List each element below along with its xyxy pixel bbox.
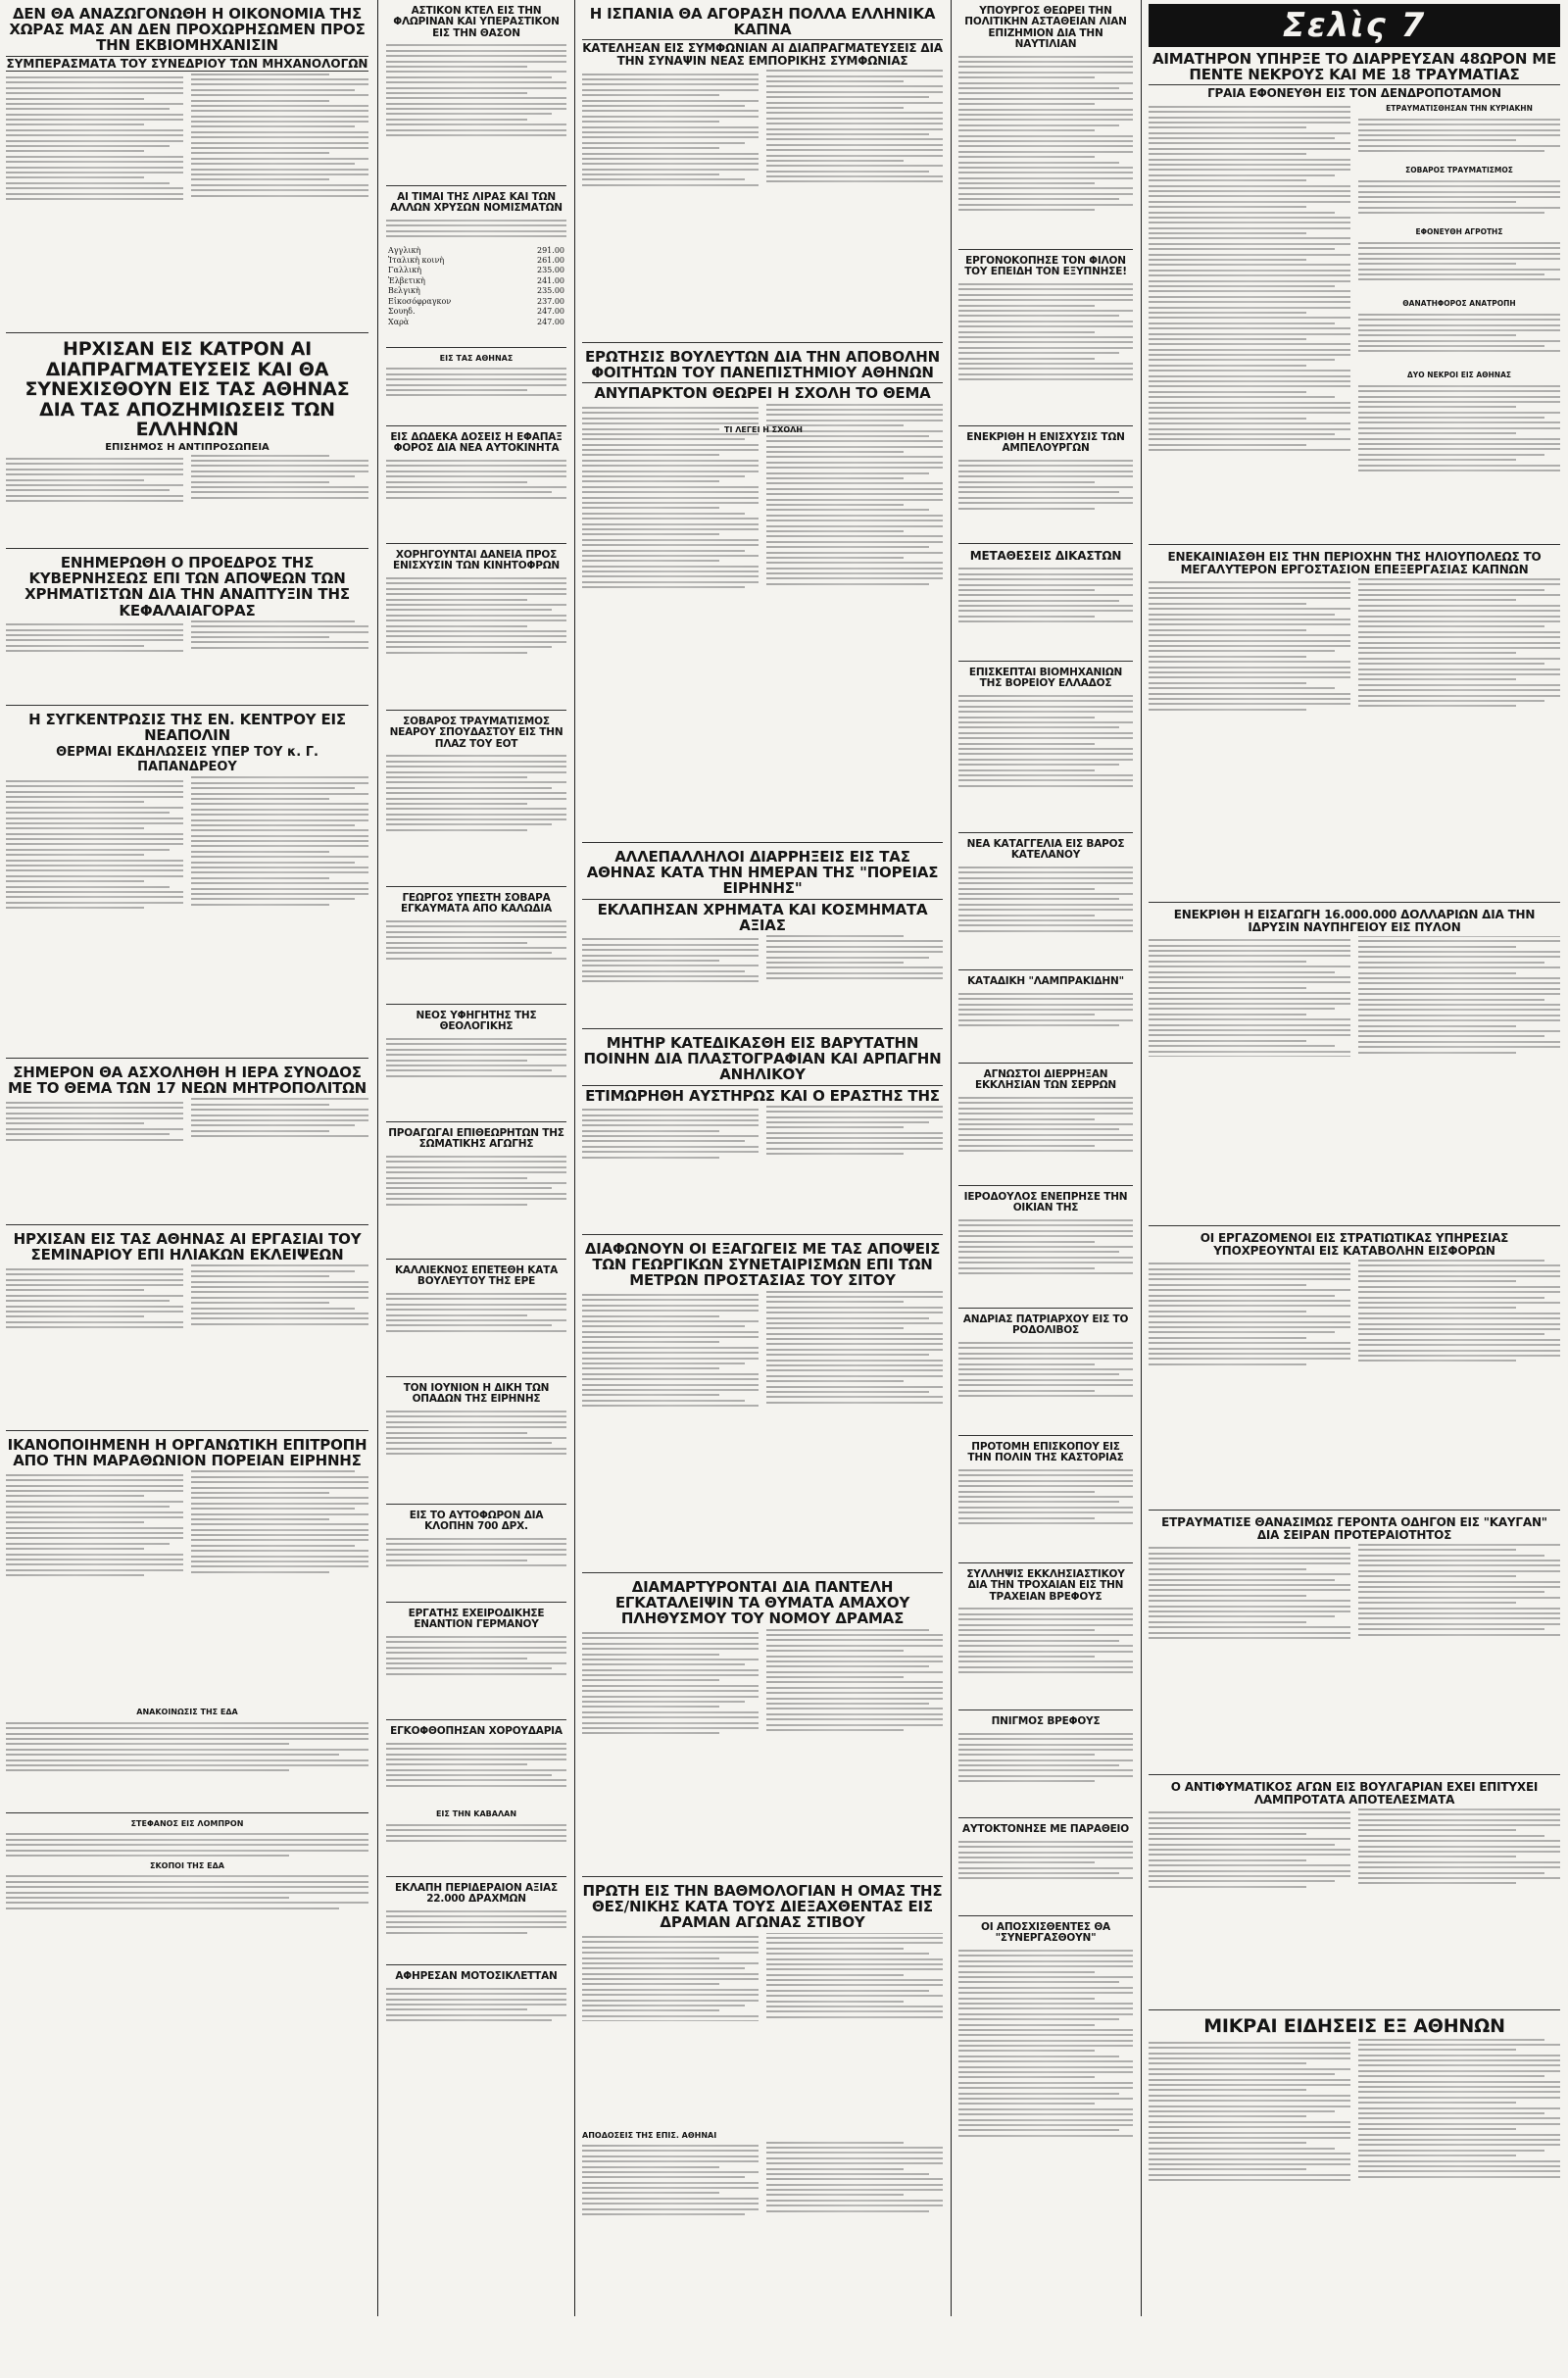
column-3	[576, 4, 949, 2343]
rate-value: 291.00	[537, 245, 564, 255]
text-lines	[958, 1097, 1133, 1152]
headline: ΝΕΟΣ ΥΦΗΓΗΤΗΣ ΤΗΣ ΘΕΟΛΟΓΙΚΗΣ	[416, 1010, 537, 1033]
text-lines	[958, 867, 1133, 932]
article	[958, 1569, 1133, 1710]
text-lines	[1358, 180, 1560, 214]
text-lines	[386, 577, 566, 653]
headline: ΑΙ ΤΙΜΑΙ ΤΗΣ ΛΙΡΑΣ ΚΑΙ ΤΩΝ ΑΛΛΩΝ ΧΡΥΣΩΝ ΝΟΜΙΣΜΑΤΩΝ	[390, 191, 563, 215]
rate-name: Αγγλικὴ	[388, 245, 421, 255]
article	[386, 6, 566, 186]
headline: ΑΛΛΕΠΑΛΛΗΛΟΙ ΔΙΑΡΡΗΞΕΙΣ ΕΙΣ ΤΑΣ ΑΘΗΝΑΣ ΚΑΤΑ ΤΗΝ ΗΜΕΡΑΝ ΤΗΣ "ΠΟΡΕΙΑΣ ΕΙΡΗΝΗΣ"	[586, 848, 939, 898]
text-lines	[958, 1950, 1133, 2137]
text-lines	[386, 1824, 566, 1842]
text-lines	[1149, 106, 1350, 451]
article-body	[386, 365, 566, 412]
rate-value: 247.00	[537, 317, 564, 326]
headline: ΣΥΛΛΗΨΙΣ ΕΚΚΛΗΣΙΑΣΤΙΚΟΥ ΔΙΑ ΤΗΝ ΤΡΟΧΑΙΑΝ ΕΙΣ ΤΗΝ ΤΡΑΧΕΙΑΝ ΒΡΕΦΟΥΣ	[966, 1568, 1125, 1603]
article-body	[582, 1933, 943, 2129]
article-body	[958, 565, 1133, 638]
headline: ΕΡΓΟΝΟΚΟΠΗΣΕ ΤΟΝ ΦΙΛΟΝ ΤΟΥ ΕΠΕΙΔΗ ΤΟΝ ΕΞΥΠΝΗΣΕ!	[964, 255, 1127, 278]
article	[386, 1128, 566, 1260]
article-body	[1149, 102, 1350, 514]
article-body	[6, 1718, 368, 1787]
headline: ΗΡΧΙΣΑΝ ΕΙΣ ΚΑΤΡΟΝ ΑΙ ΔΙΑΠΡΑΓΜΑΤΕΥΣΕΙΣ ΚΑΙ ΘΑ ΣΥΝΕΧΙΣΘΟΥΝ ΕΙΣ ΤΑΣ ΑΘΗΝΑΣ ΔΙΑ ΤΑΣ ΑΠΟΖΗΜΙΩΣΕΙΣ ΤΩΝ ΕΛΛΗΝΩΝ	[24, 338, 350, 441]
headline: ΕΓΚΟΦΘΟΠΗΣΑΝ ΧΟΡΟΥΔΑΡΙΑ	[390, 1725, 563, 1737]
article	[6, 1231, 368, 1431]
article	[958, 668, 1133, 833]
text-lines	[6, 776, 368, 910]
article	[386, 192, 566, 348]
article-body	[386, 1035, 566, 1099]
text-lines	[958, 1219, 1133, 1274]
article	[386, 432, 566, 544]
article	[386, 1609, 566, 1720]
text-lines	[6, 1722, 368, 1772]
headline: Η ΣΥΓΚΕΝΤΡΩΣΙΣ ΤΗΣ ΕΝ. ΚΕΝΤΡΟΥ ΕΙΣ ΝΕΑΠΟΛΙΝ	[28, 711, 346, 745]
article	[958, 1716, 1133, 1818]
article	[582, 1883, 943, 2337]
article	[386, 1383, 566, 1505]
text-lines	[958, 1608, 1133, 1673]
article-body	[958, 1837, 1133, 1896]
subheadline: ΣΟΒΑΡΟΣ ΤΡΑΥΜΑΤΙΣΜΟΣ	[1405, 166, 1513, 175]
column-rule	[377, 0, 378, 2316]
text-lines	[386, 1156, 566, 1206]
headline: ΧΟΡΗΓΟΥΝΤΑΙ ΔΑΝΕΙΑ ΠΡΟΣ ΕΝΙΣΧΥΣΙΝ ΤΩΝ ΚΙΝΗΤΟΦΡΩΝ	[392, 549, 561, 572]
article	[958, 550, 1133, 662]
article	[386, 1511, 566, 1603]
rate-name: Εἰκοσόφραγκον	[388, 296, 452, 306]
rate-value: 235.00	[537, 286, 564, 296]
headline: ΚΑΤΑΔΙΚΗ "ΛΑΜΠΡΑΚΙΔΗΝ"	[967, 975, 1124, 987]
article	[582, 1241, 943, 1573]
article-body	[6, 1830, 368, 1859]
article-body	[582, 2142, 943, 2308]
text-lines	[6, 1264, 368, 1329]
article-body	[958, 989, 1133, 1038]
text-lines	[386, 220, 566, 237]
article-body	[6, 455, 368, 553]
rate-name: Γαλλικὴ	[388, 266, 422, 275]
text-lines	[1149, 1544, 1560, 1641]
subheadline: ΤΙ ΛΕΓΕΙ Η ΣΧΟΛΗ	[724, 424, 803, 434]
subheadline: ΕΙΣ ΤΗΝ ΚΑΒΑΛΑΝ	[435, 1809, 517, 1819]
subheadline: ΣΚΟΠΟΙ ΤΗΣ ΕΔΑ	[150, 1861, 224, 1870]
article-body	[386, 1535, 566, 1584]
article-body	[582, 1106, 943, 1214]
article-body	[386, 1408, 566, 1481]
headline: ΑΦΗΡΕΣΑΝ ΜΟΤΟΣΙΚΛΕΤΤΑΝ	[395, 1970, 558, 1982]
text-lines	[386, 1538, 566, 1566]
article	[1149, 1781, 1560, 2010]
text-lines	[958, 1342, 1133, 1397]
rate-name: Βελγικὴ	[388, 286, 420, 296]
text-lines	[6, 1470, 368, 1578]
headline: ΕΙΣ ΤΟ ΑΥΤΟΦΩΡΟΝ ΔΙΑ ΚΛΟΠΗΝ 700 ΔΡΧ.	[409, 1510, 544, 1533]
article	[958, 6, 1133, 250]
article-body	[1149, 578, 1560, 872]
article-body	[958, 1094, 1133, 1167]
column-rule	[1141, 0, 1142, 2316]
rate-name: Ἑλβετικὴ	[388, 275, 425, 285]
text-lines	[582, 70, 943, 187]
article-body	[582, 935, 943, 1033]
article-body	[958, 1947, 1133, 2192]
article	[582, 849, 943, 1029]
article-body	[386, 1739, 566, 1808]
headline: ΠΡΟΤΟΜΗ ΕΠΙΣΚΟΠΟΥ ΕΙΣ ΤΗΝ ΠΟΛΙΝ ΤΗΣ ΚΑΣΤΟΡΙΑΣ	[967, 1441, 1124, 1464]
text-lines	[958, 1733, 1133, 1783]
article-body	[958, 864, 1133, 952]
headline: ΙΚΑΝΟΠΟΙΗΜΕΝΗ Η ΟΡΓΑΝΩΤΙΚΗ ΕΠΙΤΡΟΠΗ ΑΠΟ ΤΗΝ ΜΑΡΑΘΩΝΙΟΝ ΠΟΡΕΙΑΝ ΕΙΡΗΝΗΣ	[7, 1436, 368, 1470]
text-lines	[958, 993, 1133, 1026]
article	[958, 432, 1133, 544]
gold-prices-table	[386, 246, 566, 327]
subheadline: ΘΑΝΑΤΗΦΟΡΟΣ ΑΝΑΤΡΟΠΗ	[1402, 299, 1516, 309]
article	[1149, 51, 1560, 545]
article-body	[1358, 310, 1560, 369]
article	[582, 349, 943, 843]
article-body	[386, 1984, 566, 2038]
article	[386, 893, 566, 1005]
subheadline: ΕΠΙΣΗΜΟΣ Η ΑΝΤΙΠΡΟΣΩΠΕΙΑ	[105, 441, 270, 453]
article	[6, 339, 368, 549]
article-columns	[1149, 102, 1560, 514]
subheadline: ΑΠΟΔΟΣΕΙΣ ΤΗΣ ΕΠΙΣ. ΑΘΗΝΑΙ	[582, 2130, 717, 2140]
headline: ΣΗΜΕΡΟΝ ΘΑ ΑΣΧΟΛΗΘΗ Η ΙΕΡΑ ΣΥΝΟΔΟΣ ΜΕ ΤΟ ΘΕΜΑ ΤΩΝ 17 ΝΕΩΝ ΜΗΤΡΟΠΟΛΙΤΩΝ	[7, 1064, 368, 1098]
column-4	[953, 4, 1139, 2215]
article-body	[1149, 1544, 1560, 1755]
article-body	[1149, 1260, 1560, 1490]
text-lines	[386, 1910, 566, 1934]
article	[6, 1065, 368, 1225]
rate-value: 237.00	[537, 296, 564, 306]
headline: ΟΙ ΕΡΓΑΖΟΜΕΝΟΙ ΕΙΣ ΣΤΡΑΤΙΩΤΙΚΑΣ ΥΠΗΡΕΣΙΑΣ ΥΠΟΧΡΕΟΥΝΤΑΙ ΕΙΣ ΚΑΤΑΒΟΛΗΝ ΕΙΣΦΟΡΩΝ	[1200, 1231, 1509, 1258]
article-body	[1358, 381, 1560, 499]
article	[386, 717, 566, 887]
text-lines	[6, 1098, 368, 1142]
subheadline: ΓΡΑΙΑ ΕΦΟΝΕΥΘΗ ΕΙΣ ΤΟΝ ΔΕΝΔΡΟΠΟΤΑΜΟΝ	[1149, 84, 1560, 100]
text-lines	[1358, 119, 1560, 152]
subheadline: ΘΕΡΜΑΙ ΕΚΔΗΛΩΣΕΙΣ ΥΠΕΡ ΤΟΥ κ. Γ. ΠΑΠΑΝΔΡΕΟΥ	[56, 745, 318, 775]
headline: ΠΡΩΤΗ ΕΙΣ ΤΗΝ ΒΑΘΜΟΛΟΓΙΑΝ Η ΟΜΑΣ ΤΗΣ ΘΕΣ/ΝΙΚΗΣ ΚΑΤΑ ΤΟΥΣ ΔΙΕΞΑΧΘΕΝΤΑΣ ΕΙΣ ΔΡΑΜΑΝ ΑΓΩΝΑΣ ΣΤΙΒΟΥ	[582, 1882, 943, 1932]
text-lines	[6, 1833, 368, 1857]
text-lines	[386, 1411, 566, 1455]
text-lines	[1358, 314, 1560, 353]
article	[1149, 909, 1560, 1226]
article-body	[582, 404, 943, 816]
article	[6, 555, 368, 706]
headline: ΟΙ ΑΠΟΣΧΙΣΘΕΝΤΕΣ ΘΑ "ΣΥΝΕΡΓΑΣΘΟΥΝ"	[981, 1921, 1110, 1945]
article-body	[6, 776, 368, 1061]
article	[958, 1824, 1133, 1916]
headline: ΠΝΙΓΜΟΣ ΒΡΕΦΟΥΣ	[991, 1715, 1101, 1727]
column-rule	[574, 0, 575, 2316]
article	[958, 839, 1133, 970]
text-lines	[386, 1988, 566, 2021]
text-lines	[958, 283, 1133, 380]
article-body	[582, 1629, 943, 1864]
text-lines	[1149, 2039, 1560, 2183]
text-lines	[386, 368, 566, 396]
article	[958, 1314, 1133, 1436]
article	[6, 1437, 368, 1813]
article	[386, 1971, 566, 2053]
text-lines	[1358, 385, 1560, 471]
article-body	[958, 1605, 1133, 1693]
subheadline: ΕΤΙΜΩΡΗΘΗ ΑΥΣΤΗΡΩΣ ΚΑΙ Ο ΕΡΑΣΤΗΣ ΤΗΣ	[582, 1085, 943, 1104]
article	[1149, 1516, 1560, 1775]
headline: ΑΙΜΑΤΗΡΟΝ ΥΠΗΡΞΕ ΤΟ ΔΙΑΡΡΕΥΣΑΝ 48ΩΡΟΝ ΜΕ ΠΕΝΤΕ ΝΕΚΡΟΥΣ ΚΑΙ ΜΕ 18 ΤΡΑΥΜΑΤΙΑΣ	[1152, 50, 1556, 84]
headline: ΑΣΤΙΚΟΝ ΚΤΕΛ ΕΙΣ ΤΗΝ ΦΛΩΡΙΝΑΝ ΚΑΙ ΥΠΕΡΑΣΤΙΚΟΝ ΕΙΣ ΤΗΝ ΘΑΣΟΝ	[393, 5, 560, 39]
text-lines	[386, 44, 566, 136]
text-lines	[582, 1933, 943, 2022]
article-body	[958, 692, 1133, 810]
headline: ΜΕΤΑΘΕΣΕΙΣ ΔΙΚΑΣΤΩΝ	[969, 549, 1122, 563]
headline: ΝΕΑ ΚΑΤΑΓΓΕΛΙΑ ΕΙΣ ΒΑΡΟΣ ΚΑΤΕΛΑΝΟΥ	[966, 838, 1125, 862]
article-body	[386, 574, 566, 687]
article	[386, 1265, 566, 1377]
text-lines	[6, 1875, 368, 1908]
rate-row	[386, 307, 566, 317]
subheadline: ΣΤΕΦΑΝΟΣ ΕΙΣ ΛΟΜΠΡΟΝ	[130, 1819, 244, 1828]
text-lines	[1149, 1260, 1560, 1367]
subheadline: ΑΝΑΚΟΙΝΩΣΙΣ ΤΗΣ ΕΔΑ	[136, 1708, 238, 1717]
page-masthead: Σελὶς 7	[1149, 4, 1560, 47]
headline: ΣΟΒΑΡΟΣ ΤΡΑΥΜΑΤΙΣΜΟΣ ΝΕΑΡΟΥ ΣΠΟΥΔΑΣΤΟΥ ΕΙΣ ΤΗΝ ΠΛΑΖ ΤΟΥ ΕΟΤ	[389, 716, 564, 750]
headline: ΜΙΚΡΑΙ ΕΙΔΗΣΕΙΣ ΕΞ ΑΘΗΝΩΝ	[1203, 2015, 1505, 2037]
rate-name: Ἰταλικὴ κοινὴ	[388, 256, 445, 266]
text-lines	[582, 935, 943, 984]
text-lines	[958, 1841, 1133, 1880]
text-lines	[582, 1291, 943, 1409]
headline: ΠΡΟΑΓΩΓΑΙ ΕΠΙΘΕΩΡΗΤΩΝ ΤΗΣ ΣΩΜΑΤΙΚΗΣ ΑΓΩΓΗΣ	[388, 1127, 564, 1151]
text-lines	[1149, 578, 1560, 712]
headline: ΕΡΓΑΤΗΣ ΕΧΕΙΡΟΔΙΚΗΣΕ ΕΝΑΝΤΙΟΝ ΓΕΡΜΑΝΟΥ	[408, 1608, 545, 1631]
headline: ΕΝΕΚΡΙΘΗ Η ΕΙΣΑΓΩΓΗ 16.000.000 ΔΟΛΛΑΡΙΩΝ ΔΙΑ ΤΗΝ ΙΔΡΥΣΙΝ ΝΑΥΠΗΓΕΙΟΥ ΕΙΣ ΠΥΛΟΝ	[1173, 908, 1536, 934]
column-rule	[951, 0, 952, 2316]
headline: ΔΙΑΦΩΝΟΥΝ ΟΙ ΕΞΑΓΩΓΕΙΣ ΜΕ ΤΑΣ ΑΠΟΨΕΙΣ ΤΩΝ ΓΕΩΡΓΙΚΩΝ ΣΥΝΕΤΑΙΡΙΣΜΩΝ ΕΠΙ ΤΩΝ ΜΕΤΡΩΝ ΠΡΟΣΤΑΣΙΑΣ ΤΟΥ ΣΙΤΟΥ	[584, 1240, 941, 1290]
headline: ΕΙΣ ΔΩΔΕΚΑ ΔΟΣΕΙΣ Η ΕΦΑΠΑΞ ΦΟΡΟΣ ΔΙΑ ΝΕΑ ΑΥΤΟΚΙΝΗΤΑ	[390, 431, 563, 455]
text-lines	[958, 56, 1133, 211]
headline: ΥΠΟΥΡΓΟΣ ΘΕΩΡΕΙ ΤΗΝ ΠΟΛΙΤΙΚΗΝ ΑΣΤΑΘΕΙΑΝ ΛΙΑΝ ΕΠΙΖΗΜΙΟΝ ΔΙΑ ΤΗΝ ΝΑΥΤΙΛΙΑΝ	[964, 5, 1127, 50]
article	[958, 1192, 1133, 1309]
text-lines	[6, 74, 368, 202]
headline: ΔΙΑΜΑΡΤΥΡΟΝΤΑΙ ΔΙΑ ΠΑΝΤΕΛΗ ΕΓΚΑΤΑΛΕΙΨΙΝ ΤΑ ΘΥΜΑΤΑ ΑΜΑΧΟΥ ΠΛΗΘΥΣΜΟΥ ΤΟΥ ΝΟΜΟΥ ΔΡΑΜΑΣ	[614, 1578, 910, 1628]
article-body	[386, 1290, 566, 1354]
headline: ΕΚΛΑΠΗ ΠΕΡΙΔΕΡΑΙΟΝ ΑΞΙΑΣ 22.000 ΔΡΑΧΜΩΝ	[395, 1882, 558, 1906]
headline: ΔΕΝ ΘΑ ΑΝΑΖΩΓΟΝΩΘΗ Η ΟΙΚΟΝΟΜΙΑ ΤΗΣ ΧΩΡΑΣ ΜΑΣ ΑΝ ΔΕΝ ΠΡΟΧΩΡΗΣΩΜΕΝ ΠΡΟΣ ΤΗΝ ΕΚΒΙΟΜΗΧΑΝΙΣΙΝ	[9, 5, 366, 55]
article	[386, 354, 566, 426]
article-body	[386, 41, 566, 154]
subheadline: ΕΙΣ ΤΑΣ ΑΘΗΝΑΣ	[439, 354, 514, 363]
article	[386, 1726, 566, 1877]
text-lines	[958, 1469, 1133, 1524]
text-lines	[582, 2142, 943, 2217]
article-body	[1358, 176, 1560, 225]
article-body	[958, 1339, 1133, 1417]
article	[958, 256, 1133, 426]
article	[958, 1069, 1133, 1186]
article-body	[958, 1729, 1133, 1798]
subheadline: ΔΥΟ ΝΕΚΡΟΙ ΕΙΣ ΑΘΗΝΑΣ	[1406, 371, 1512, 380]
column-1	[0, 4, 374, 1936]
text-lines	[386, 460, 566, 499]
text-lines	[958, 695, 1133, 787]
article	[386, 550, 566, 711]
subheadline: ΕΤΡΑΥΜΑΤΙΣΘΗΣΑΝ ΤΗΝ ΚΥΡΙΑΚΗΝ	[1386, 104, 1533, 114]
column-2	[380, 4, 572, 2058]
text-lines	[6, 620, 368, 654]
headline: ΙΕΡΟΔΟΥΛΟΣ ΕΝΕΠΡΗΣΕ ΤΗΝ ΟΙΚΙΑΝ ΤΗΣ	[963, 1191, 1128, 1214]
text-lines	[958, 568, 1133, 622]
subheadline: ΚΑΤΕΛΗΞΑΝ ΕΙΣ ΣΥΜΦΩΝΙΑΝ ΑΙ ΔΙΑΠΡΑΓΜΑΤΕΥΣΕΙΣ ΔΙΑ ΤΗΝ ΣΥΝΑΨΙΝ ΝΕΑΣ ΕΜΠΟΡΙΚΗΣ ΣΥΜΦΩΝΙΑΣ	[582, 41, 943, 69]
rate-row	[386, 318, 566, 327]
article	[582, 1035, 943, 1235]
headline: ΑΥΤΟΚΤΟΝΗΣΕ ΜΕ ΠΑΡΑΘΕΙΟ	[962, 1823, 1129, 1835]
rate-value: 241.00	[537, 275, 564, 285]
headline: ΕΠΙΣΚΕΠΤΑΙ ΒΙΟΜΗΧΑΝΙΩΝ ΤΗΣ ΒΟΡΕΙΟΥ ΕΛΛΑΔΟΣ	[968, 667, 1123, 690]
article-body	[1358, 238, 1560, 297]
article-body	[582, 1291, 943, 1551]
article-body	[386, 1907, 566, 1947]
text-lines	[6, 455, 368, 504]
headline: ΚΑΛΛΙΕΚΝΟΣ ΕΠΕΤΕΘΗ ΚΑΤΑ ΒΟΥΛΕΥΤΟΥ ΤΗΣ ΕΡΕ	[394, 1264, 559, 1288]
article-body	[6, 1264, 368, 1402]
rate-row	[386, 297, 566, 307]
article-body	[958, 1466, 1133, 1545]
article	[6, 6, 368, 333]
side-notes	[1358, 102, 1560, 514]
article-body	[6, 1872, 368, 1921]
article	[6, 1819, 368, 1930]
text-lines	[958, 460, 1133, 510]
article-body	[386, 217, 566, 246]
article-body	[582, 70, 943, 315]
text-lines	[386, 755, 566, 830]
subheadline: ΕΦΟΝΕΥΘΗ ΑΓΡΟΤΗΣ	[1415, 227, 1503, 237]
article	[1149, 2016, 1560, 2372]
text-lines	[386, 1636, 566, 1675]
headline: ΤΟΝ ΙΟΥΝΙΟΝ Η ΔΙΚΗ ΤΩΝ ΟΠΑΔΩΝ ΤΗΣ ΕΙΡΗΝΗΣ	[403, 1382, 550, 1406]
text-lines	[582, 1106, 943, 1161]
headline: ΕΤΡΑΥΜΑΤΙΣΕ ΘΑΝΑΣΙΜΩΣ ΓΕΡΟΝΤΑ ΟΔΗΓΟΝ ΕΙΣ "ΚΑΥΓΑΝ" ΔΙΑ ΣΕΙΡΑΝ ΠΡΟΤΕΡΑΙΟΤΗΤΟΣ	[1161, 1515, 1547, 1542]
article	[958, 1442, 1133, 1563]
article-body	[386, 1633, 566, 1697]
rate-value: 261.00	[537, 256, 564, 266]
article-body	[6, 74, 368, 338]
article-body	[958, 52, 1133, 238]
article	[958, 976, 1133, 1064]
article-body	[1149, 936, 1560, 1206]
column-5	[1143, 4, 1566, 2378]
text-lines	[386, 920, 566, 960]
article-body	[958, 1216, 1133, 1290]
text-lines	[386, 1743, 566, 1787]
article-body	[6, 1098, 368, 1196]
headline: Ο ΑΝΤΙΦΥΜΑΤΙΚΟΣ ΑΓΩΝ ΕΙΣ ΒΟΥΛΓΑΡΙΑΝ ΕΧΕΙ ΕΠΙΤΥΧΕΙ ΛΑΜΠΡΟΤΑΤΑ ΑΠΟΤΕΛΕΣΜΑΤΑ	[1170, 1780, 1539, 1807]
headline: ΕΝΕΚΡΙΘΗ Η ΕΝΙΣΧΥΣΙΣ ΤΩΝ ΑΜΠΕΛΟΥΡΓΩΝ	[966, 431, 1125, 455]
article-body	[958, 280, 1133, 403]
article-body	[6, 1470, 368, 1706]
article	[386, 1011, 566, 1122]
headline: ΓΕΩΡΓΟΣ ΥΠΕΣΤΗ ΣΟΒΑΡΑ ΕΓΚΑΥΜΑΤΑ ΑΠΟ ΚΑΛΩΔΙΑ	[400, 892, 553, 916]
rate-value: 235.00	[537, 266, 564, 275]
article	[1149, 551, 1560, 903]
article-body	[386, 752, 566, 865]
article	[582, 6, 943, 343]
article-body	[958, 457, 1133, 525]
rate-name: Σουηδ.	[388, 307, 416, 317]
article	[6, 712, 368, 1059]
headline: ΑΓΝΩΣΤΟΙ ΔΙΕΡΡΗΞΑΝ ΕΚΚΛΗΣΙΑΝ ΤΩΝ ΣΕΡΡΩΝ	[975, 1068, 1116, 1092]
rate-name: Χαρὰ	[388, 317, 410, 326]
text-lines	[386, 1038, 566, 1077]
headline: ΗΡΧΙΣΑΝ ΕΙΣ ΤΑΣ ΑΘΗΝΑΣ ΑΙ ΕΡΓΑΣΙΑΙ ΤΟΥ ΣΕΜΙΝΑΡΙΟΥ ΕΠΙ ΗΛΙΑΚΩΝ ΕΚΛΕΙΨΕΩΝ	[13, 1230, 362, 1264]
subheadline: ΕΚΛΑΠΗΣΑΝ ΧΡΗΜΑΤΑ ΚΑΙ ΚΟΣΜΗΜΑΤΑ ΑΞΙΑΣ	[582, 899, 943, 933]
rate-row	[386, 286, 566, 296]
text-lines	[1149, 936, 1560, 1057]
article-body	[386, 917, 566, 976]
rate-row	[386, 256, 566, 266]
text-lines	[1358, 242, 1560, 281]
article	[958, 1922, 1133, 2209]
headline: ΕΡΩΤΗΣΙΣ ΒΟΥΛΕΥΤΩΝ ΔΙΑ ΤΗΝ ΑΠΟΒΟΛΗΝ ΦΟΙΤΗΤΩΝ ΤΟΥ ΠΑΝΕΠΙΣΤΗΜΙΟΥ ΑΘΗΝΩΝ	[585, 348, 940, 382]
rate-row	[386, 276, 566, 286]
headline: ΕΝΕΚΑΙΝΙΑΣΘΗ ΕΙΣ ΤΗΝ ΠΕΡΙΟΧΗΝ ΤΗΣ ΗΛΙΟΥΠΟΛΕΩΣ ΤΟ ΜΕΓΑΛΥΤΕΡΟΝ ΕΡΓΟΣΤΑΣΙΟΝ ΕΠΕΞΕΡΓΑΣΙΑΣ ΚΑΠΝΩΝ	[1167, 550, 1542, 576]
rate-value: 247.00	[537, 307, 564, 317]
headline: ΑΝΔΡΙΑΣ ΠΑΤΡΙΑΡΧΟΥ ΕΙΣ ΤΟ ΡΟΔΟΛΙΒΟΣ	[962, 1313, 1129, 1337]
text-lines	[386, 1293, 566, 1332]
headline: Η ΙΣΠΑΝΙΑ ΘΑ ΑΓΟΡΑΣΗ ΠΟΛΛΑ ΕΛΛΗΝΙΚΑ ΚΑΠΝΑ	[589, 5, 936, 39]
article	[386, 1883, 566, 1965]
headline: ΜΗΤΗΡ ΚΑΤΕΔΙΚΑΣΘΗ ΕΙΣ ΒΑΡΥΤΑΤΗΝ ΠΟΙΝΗΝ ΔΙΑ ΠΛΑΣΤΟΓΡΑΦΙΑΝ ΚΑΙ ΑΡΠΑΓΗΝ ΑΝΗΛΙΚΟΥ	[583, 1034, 942, 1084]
article	[582, 1579, 943, 1877]
article-body	[386, 1820, 566, 1850]
article-body	[1358, 115, 1560, 164]
subheadline: ΣΥΜΠΕΡΑΣΜΑΤΑ ΤΟΥ ΣΥΝΕΔΡΙΟΥ ΤΩΝ ΜΗΧΑΝΟΛΟΓΩΝ	[6, 56, 368, 71]
headline: ΕΝΗΜΕΡΩΘΗ Ο ΠΡΟΕΔΡΟΣ ΤΗΣ ΚΥΒΕΡΝΗΣΕΩΣ ΕΠΙ ΤΩΝ ΑΠΟΨΕΩΝ ΤΩΝ ΧΡΗΜΑΤΙΣΤΩΝ ΔΙΑ ΤΗΝ ΑΝΑΠΤΥΞΙΝ ΤΗΣ ΚΕΦΑΛΑΙΑΓΟΡΑΣ	[24, 554, 350, 619]
article-body	[386, 1153, 566, 1231]
article-body	[1149, 1808, 1560, 1985]
rate-row	[386, 246, 566, 256]
subheadline: ΑΝΥΠΑΡΚΤΟΝ ΘΕΩΡΕΙ Η ΣΧΟΛΗ ΤΟ ΘΕΜΑ	[582, 382, 943, 401]
article-body	[1149, 2039, 1560, 2353]
text-lines	[582, 1629, 943, 1737]
text-lines	[1149, 1808, 1560, 1890]
article	[1149, 1232, 1560, 1511]
article-body	[6, 620, 368, 689]
article-body	[386, 457, 566, 516]
rate-row	[386, 266, 566, 275]
